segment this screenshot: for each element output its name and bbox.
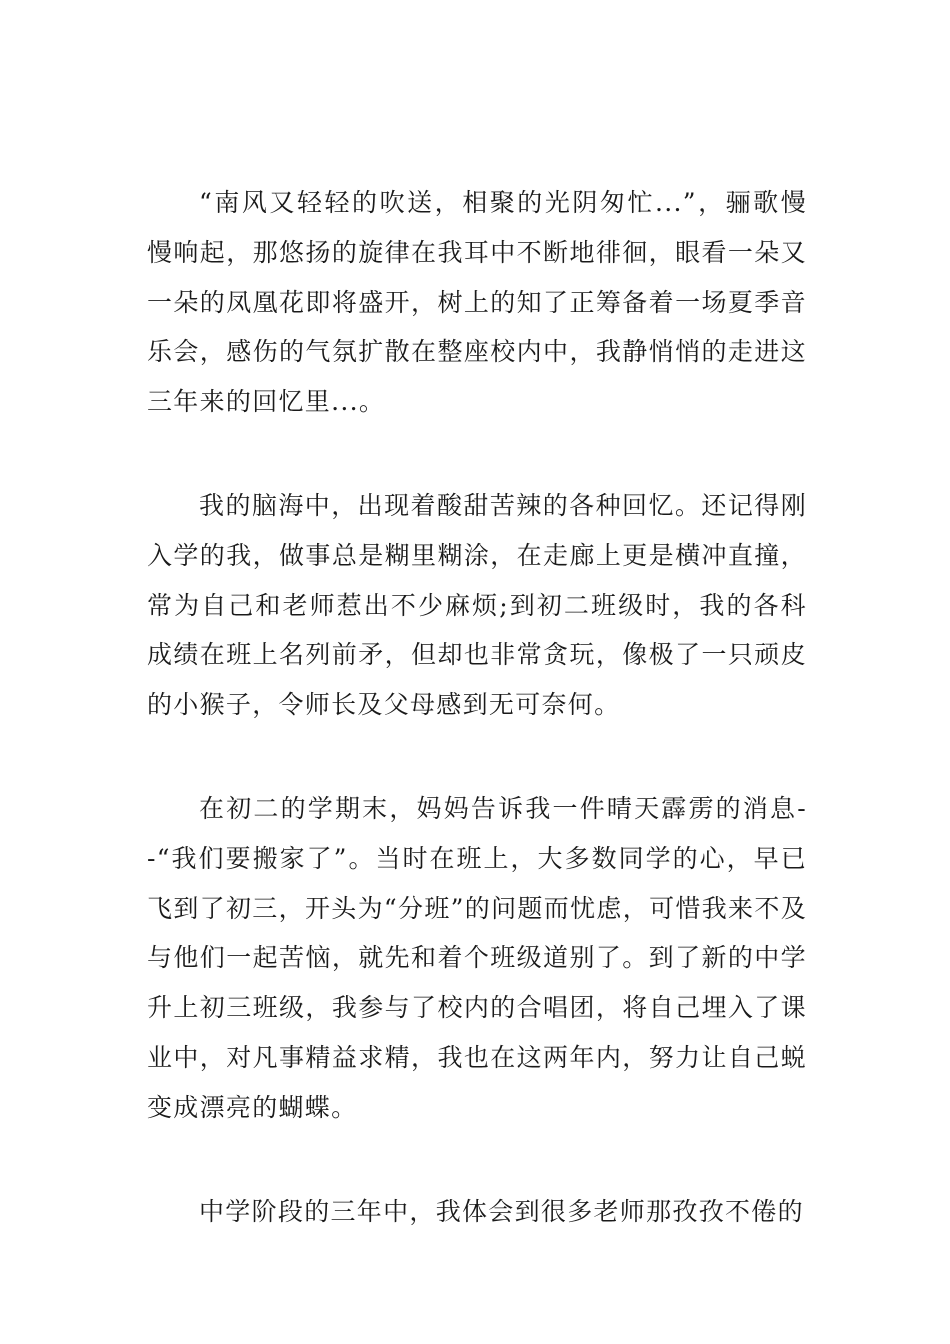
document-body bbox=[147, 178, 807, 1236]
paragraph-3: 在初二的学期末，妈妈告诉我一件晴天霹雳的消息--“我们要搬家了”。当时在班上，大多数同学的心，早已飞到了初三，开头为“分班”的问题而忧虑，可惜我来不及与他们一起苦恼，就先和着个班级道别了。到了新的中学升上初三班级，我参与了校内的合唱团，将自己埋入了课业中，对凡事精益求精，我也在这两年内，努力让自己蜕变成漂亮的蝴蝶。 bbox=[147, 793, 807, 1122]
paragraph-2: 我的脑海中，出现着酸甜苦辣的各种回忆。还记得刚入学的我，做事总是糊里糊涂，在走廊上更是横冲直撞，常为自己和老师惹出不少麻烦;到初二班级时，我的各科成绩在班上名列前矛，但却也非常贪玩，像极了一只顽皮的小猴子，令师长及父母感到无可奈何。 bbox=[147, 490, 807, 720]
paragraph-4: 中学阶段的三年中，我体会到很多老师那孜孜不倦的 bbox=[199, 1196, 804, 1226]
paragraph-1: “南风又轻轻的吹送，相聚的光阴匆忙...”，骊歌慢慢响起，那悠扬的旋律在我耳中不断地徘徊，眼看一朵又一朵的凤凰花即将盛开，树上的知了正筹备着一场夏季音乐会，感伤的气氛扩散在整座校内中，我静悄悄的走进这三年来的回忆里...。 bbox=[147, 188, 807, 417]
